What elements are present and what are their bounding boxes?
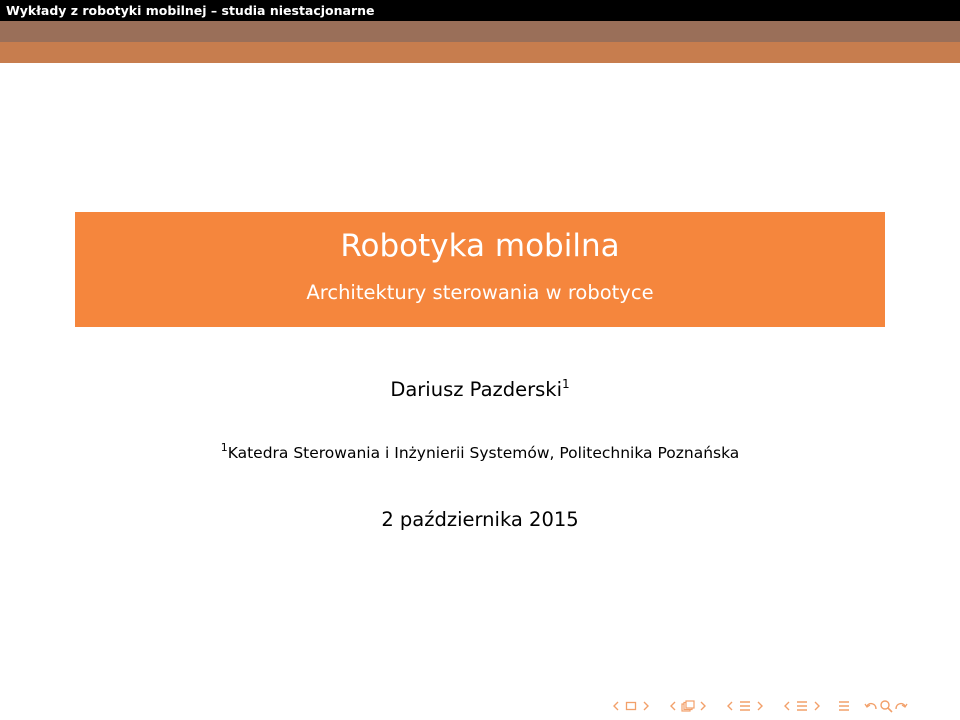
nav-next-slide-icon[interactable] <box>638 698 653 714</box>
nav-next-frame-icon[interactable] <box>695 698 710 714</box>
nav-forward-icon[interactable] <box>893 698 908 714</box>
nav-group-subsection <box>722 698 767 714</box>
navigation-bar <box>608 697 908 715</box>
author-footnote-mark: 1 <box>562 377 570 391</box>
nav-subsection-icon[interactable] <box>737 698 752 714</box>
nav-group-toc <box>836 698 851 714</box>
header-bar <box>0 0 960 21</box>
affiliation-footnote-mark: 1 <box>220 441 228 454</box>
nav-group-slide <box>608 698 653 714</box>
header-title: Wykłady z robotyki mobilnej – studia niestacjonarne <box>6 3 375 18</box>
nav-slide-icon[interactable] <box>623 698 638 714</box>
affiliation-text: Katedra Sterowania i Inżynierii Systemów, Politechnika Poznańska <box>227 444 740 462</box>
nav-prev-slide-icon[interactable] <box>608 698 623 714</box>
nav-group-frame <box>665 698 710 714</box>
nav-section-icon[interactable] <box>794 698 809 714</box>
nav-frame-icon[interactable] <box>680 698 695 714</box>
nav-back-icon[interactable] <box>863 698 878 714</box>
nav-prev-subsection-icon[interactable] <box>722 698 737 714</box>
nav-group-search <box>863 698 908 714</box>
header-stripe-upper <box>0 21 960 42</box>
nav-prev-frame-icon[interactable] <box>665 698 680 714</box>
affiliation <box>0 441 960 465</box>
nav-group-section <box>779 698 824 714</box>
author-name: Dariusz Pazderski <box>390 378 563 401</box>
nav-search-icon[interactable] <box>878 698 893 714</box>
presentation-subtitle: Architektury sterowania w robotyce <box>306 281 654 304</box>
nav-toc-icon[interactable] <box>836 698 851 714</box>
author <box>0 376 960 404</box>
nav-prev-section-icon[interactable] <box>779 698 794 714</box>
nav-next-section-icon[interactable] <box>809 698 824 714</box>
header-stripe-lower <box>0 42 960 63</box>
presentation-title: Robotyka mobilna <box>340 228 620 264</box>
date: 2 października 2015 <box>381 508 579 531</box>
nav-next-subsection-icon[interactable] <box>752 698 767 714</box>
